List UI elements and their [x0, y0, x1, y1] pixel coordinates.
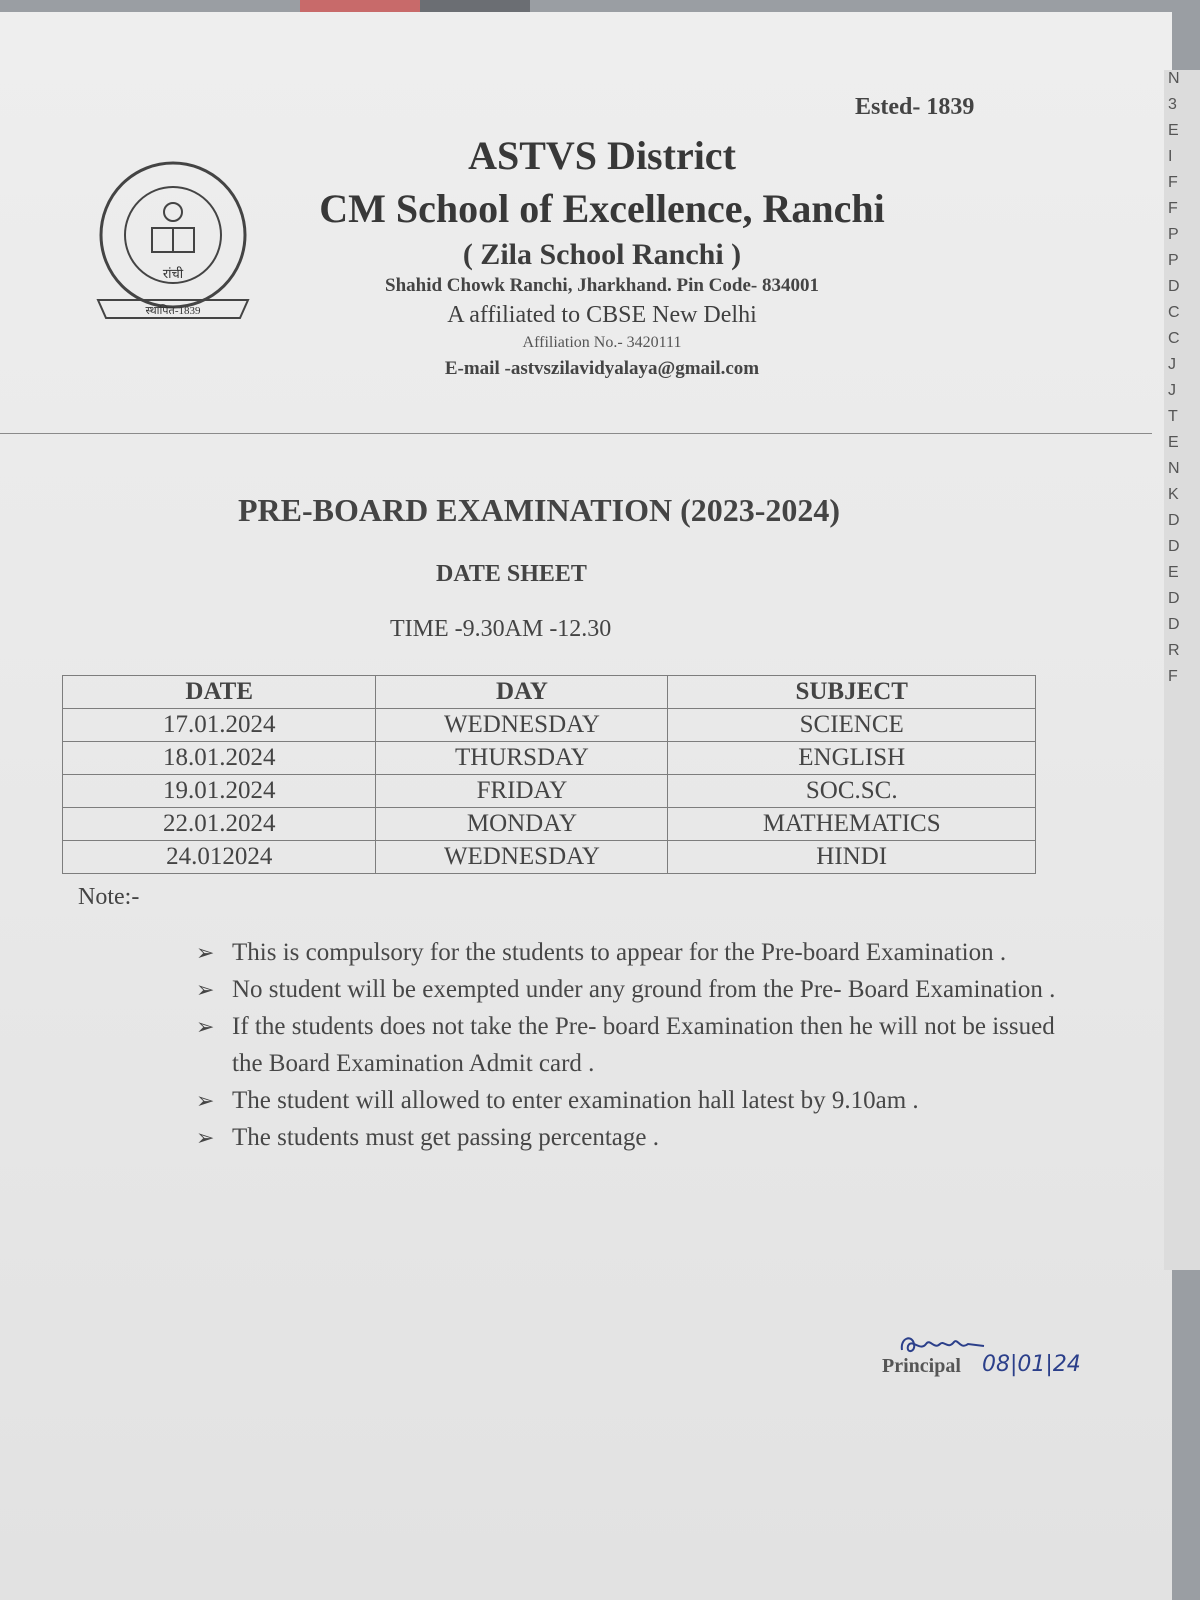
signature-date: 08|01|24	[982, 1352, 1081, 1377]
school-name-line2: CM School of Excellence, Ranchi	[319, 186, 885, 231]
day-cell: THURSDAY	[376, 742, 668, 775]
school-logo	[88, 160, 258, 330]
date-cell: 17.01.2024	[63, 709, 376, 742]
school-email: E-mail -astvszilavidyalaya@gmail.com	[444, 358, 760, 379]
arrow-bullet-icon: ➢	[196, 940, 215, 965]
day-cell: WEDNESDAY	[376, 709, 668, 742]
table-row	[63, 808, 1036, 841]
table-row	[63, 709, 1036, 742]
subject-cell: MATHEMATICS	[668, 808, 1036, 841]
table-row	[63, 742, 1036, 775]
subject-cell: HINDI	[668, 841, 1036, 874]
list-item	[196, 934, 1076, 971]
note-text: No student will be exempted under any ground from the Pre- Board Examination .	[232, 976, 1056, 1003]
document-page	[0, 12, 1172, 1600]
column-header-subject: SUBJECT	[668, 676, 1036, 709]
school-affiliation: A affiliated to CBSE New Delhi	[447, 302, 757, 328]
arrow-bullet-icon: ➢	[196, 1088, 215, 1113]
list-item	[196, 1008, 1076, 1082]
table-row	[63, 841, 1036, 874]
exam-title: PRE-BOARD EXAMINATION (2023-2024)	[238, 492, 841, 528]
note-text: The student will allowed to enter examination hall latest by 9.10am .	[232, 1087, 919, 1114]
list-item	[196, 1082, 1076, 1119]
note-text: The students must get passing percentage .	[232, 1124, 659, 1151]
note-text: If the students does not take the Pre- board Examination then he will not be issued the Board Examination Admit card .	[232, 1013, 1055, 1077]
logo-inner-text: रांची	[162, 266, 184, 281]
notes-list	[196, 934, 1076, 1156]
arrow-bullet-icon: ➢	[196, 1014, 215, 1039]
school-name-line3: ( Zila School Ranchi )	[462, 238, 742, 271]
day-cell: FRIDAY	[376, 775, 668, 808]
date-sheet-table	[62, 675, 1036, 874]
subject-cell: SOC.SC.	[668, 775, 1036, 808]
subject-cell: SCIENCE	[668, 709, 1036, 742]
date-cell: 18.01.2024	[63, 742, 376, 775]
table-row	[63, 775, 1036, 808]
column-header-day: DAY	[376, 676, 668, 709]
column-header-date: DATE	[63, 676, 376, 709]
date-sheet-title: DATE SHEET	[436, 561, 587, 587]
date-cell: 19.01.2024	[63, 775, 376, 808]
table-header-row	[63, 676, 1036, 709]
exam-time: TIME -9.30AM -12.30	[390, 616, 612, 642]
header-divider	[0, 433, 1152, 434]
arrow-bullet-icon: ➢	[196, 977, 215, 1002]
affiliation-number: Affiliation No.- 3420111	[522, 334, 682, 351]
date-cell: 22.01.2024	[63, 808, 376, 841]
list-item	[196, 971, 1076, 1008]
principal-label: Principal	[882, 1355, 961, 1377]
established-year: Ested- 1839	[855, 94, 975, 120]
school-address: Shahid Chowk Ranchi, Jharkhand. Pin Code- 834001	[385, 275, 819, 296]
date-cell: 24.012024	[63, 841, 376, 874]
list-item	[196, 1119, 1076, 1156]
school-name-line1: ASTVS District	[468, 133, 736, 178]
background-edge: N 3 E I F F P P D C C J J T E N K D D E D D R F	[1164, 70, 1200, 1270]
note-text: This is compulsory for the students to appear for the Pre-board Examination .	[232, 939, 1007, 966]
subject-cell: ENGLISH	[668, 742, 1036, 775]
logo-banner-text: स्थापित-1839	[145, 305, 201, 317]
day-cell: WEDNESDAY	[376, 841, 668, 874]
day-cell: MONDAY	[376, 808, 668, 841]
note-label: Note:-	[78, 884, 140, 910]
arrow-bullet-icon: ➢	[196, 1125, 215, 1150]
